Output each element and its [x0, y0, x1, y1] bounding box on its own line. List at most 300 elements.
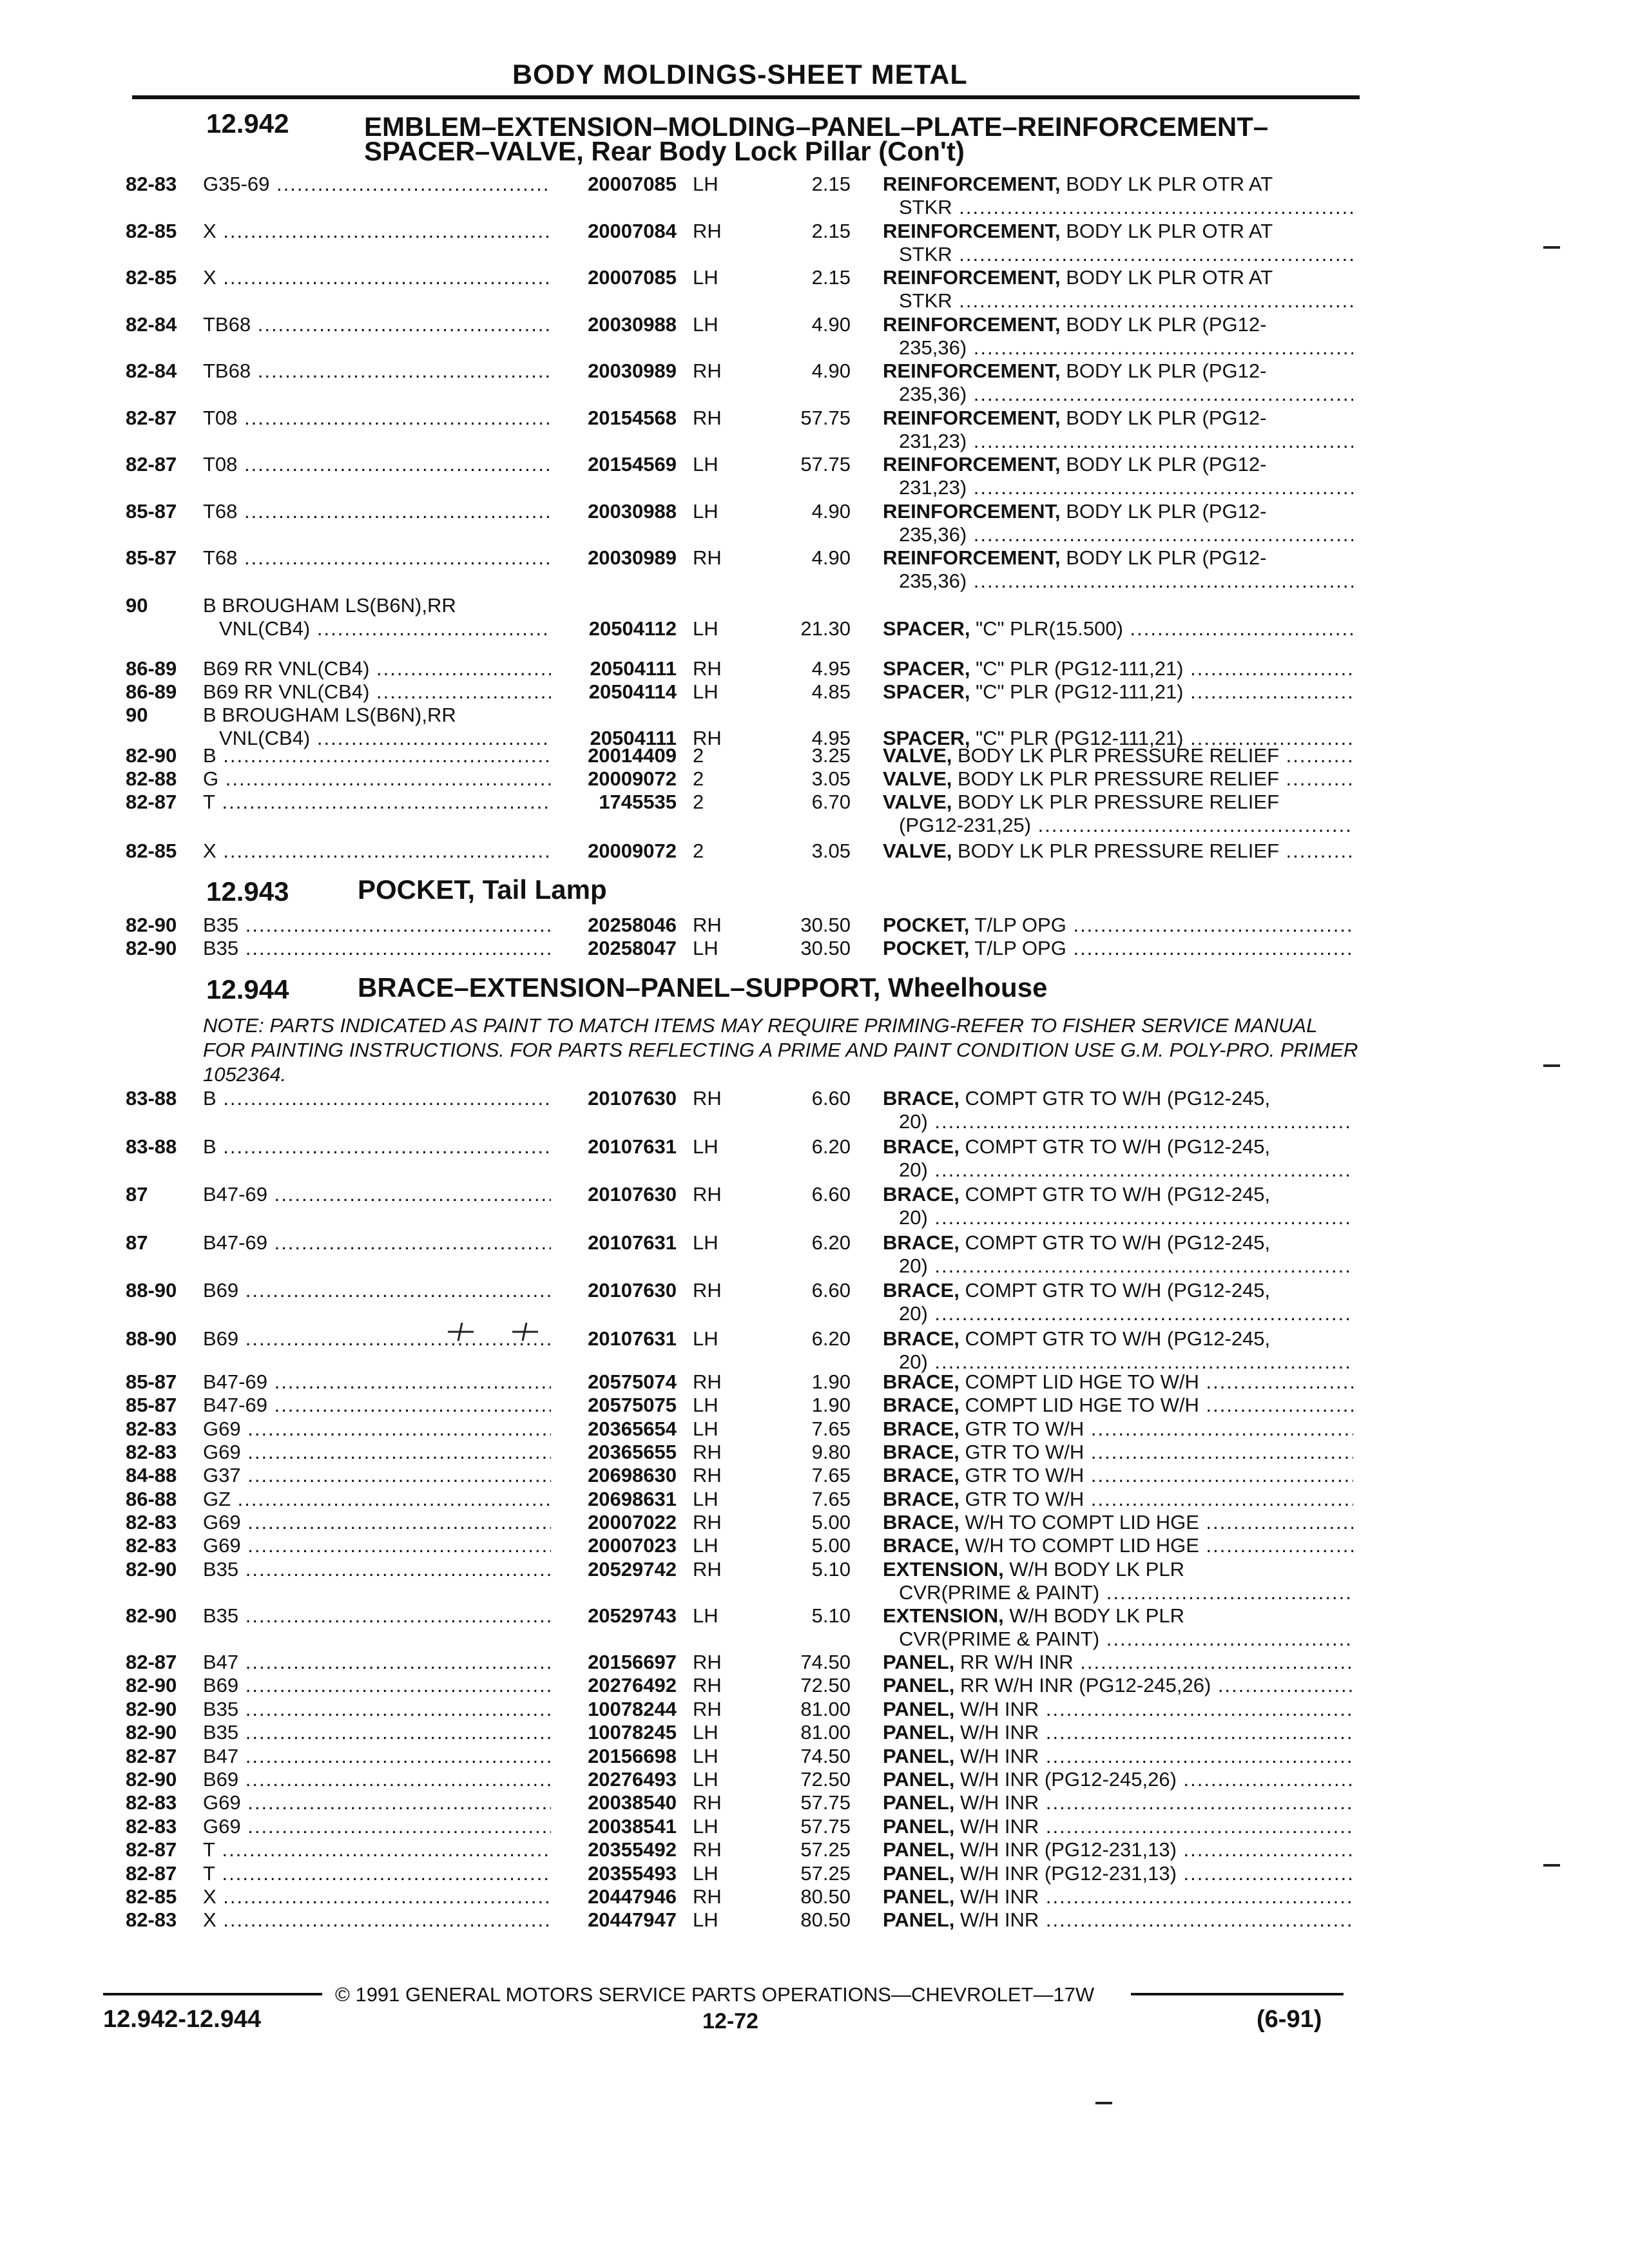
- part-number: 10078244: [588, 1697, 677, 1720]
- description-text: BODY LK PLR PRESSURE RELIEF: [952, 840, 1280, 862]
- description: [883, 617, 1353, 640]
- quantity-side: RH: [693, 1791, 722, 1814]
- part-number: 20365654: [588, 1417, 677, 1440]
- section-title: BRACE–EXTENSION–PANEL–SUPPORT, Wheelhouse: [358, 972, 1048, 1003]
- model-code-text: T .....: [203, 791, 551, 814]
- quantity-side: LH: [693, 1814, 718, 1838]
- description-cont: STKR .....: [883, 196, 1353, 219]
- quantity-side: LH: [693, 680, 718, 703]
- model-years: 83-88: [126, 1087, 177, 1110]
- description-text: BODY LK PLR (PG12-: [1060, 546, 1267, 569]
- model-code-text: T68 .....: [203, 500, 551, 523]
- quantity-side: RH: [693, 1697, 722, 1720]
- model-years: 82-83: [126, 1791, 177, 1814]
- description: [883, 840, 1353, 863]
- price: 80.50: [800, 1908, 851, 1932]
- model-code-text: B .....: [203, 744, 551, 767]
- model-code: [203, 1674, 551, 1697]
- description-text: COMPT LID HGE TO W/H: [959, 1370, 1199, 1393]
- quantity-side: RH: [693, 657, 722, 680]
- description-head: PANEL,: [883, 1744, 955, 1767]
- model-years: 82-90: [126, 1674, 177, 1697]
- quantity-side: LH: [693, 173, 718, 195]
- description-head: REINFORCEMENT,: [883, 219, 1061, 242]
- description-text: COMPT GTR TO W/H (PG12-245,: [959, 1327, 1271, 1350]
- model-years: 87: [126, 1231, 148, 1254]
- quantity-side: LH: [693, 1417, 718, 1440]
- description-text: W/H INR (PG12-231,13): [954, 1838, 1177, 1861]
- part-row: [0, 173, 1629, 219]
- model-code: [203, 744, 551, 767]
- description-line: [883, 1488, 1353, 1511]
- price: 30.50: [800, 914, 851, 936]
- price: 6.20: [811, 1231, 851, 1254]
- description-cont: 235,36) .....: [883, 336, 1353, 360]
- quantity-side: LH: [693, 1744, 718, 1767]
- part-number: 20355492: [588, 1838, 677, 1861]
- model-code: [203, 1370, 551, 1394]
- description: [883, 1534, 1353, 1557]
- model-years: 87: [126, 1183, 148, 1206]
- price: 1.90: [811, 1370, 851, 1393]
- model-code-text: B69 .....: [203, 1279, 551, 1302]
- part-row: [0, 1135, 1629, 1182]
- model-years: 82-83: [126, 1534, 177, 1557]
- price: 6.60: [811, 1087, 851, 1110]
- description-cont: 20) .....: [883, 1110, 1353, 1133]
- description-line: [883, 1862, 1353, 1885]
- description: [883, 1464, 1353, 1487]
- part-number: 20276493: [588, 1768, 677, 1791]
- model-code-text: B35 .....: [203, 1558, 551, 1581]
- model-code: [203, 937, 551, 960]
- description-head: EXTENSION,: [883, 1604, 1004, 1627]
- part-number: 20156698: [588, 1744, 677, 1767]
- model-code-text: B69 .....: [203, 1674, 551, 1697]
- description: [883, 1488, 1353, 1511]
- description: [883, 173, 1353, 219]
- description-line: [883, 791, 1353, 814]
- description-head: BRACE,: [883, 1231, 959, 1254]
- model-code: [203, 1815, 551, 1838]
- description: [883, 1511, 1353, 1534]
- model-years: 84-88: [126, 1464, 177, 1487]
- description-text: W/H INR: [954, 1885, 1039, 1908]
- part-number: 20529742: [588, 1558, 677, 1581]
- description-text: BODY LK PLR OTR AT: [1060, 219, 1273, 242]
- description-line: [883, 360, 1353, 383]
- quantity-side: 2: [693, 767, 704, 790]
- model-code-text: GZ .....: [203, 1488, 551, 1511]
- price: 4.90: [811, 546, 851, 569]
- quantity-side: RH: [693, 727, 722, 749]
- model-years: 82-90: [126, 937, 177, 959]
- model-code: [203, 767, 551, 791]
- page-title: BODY MOLDINGS-SHEET METAL: [512, 59, 968, 90]
- description-text: T/LP OPG: [969, 937, 1066, 959]
- model-years: 85-87: [126, 1394, 177, 1417]
- description-line: [883, 1394, 1353, 1417]
- description-text: W/H TO COMPT LID HGE: [959, 1510, 1199, 1533]
- part-number: 20107631: [588, 1327, 677, 1350]
- model-code: [203, 1885, 551, 1908]
- description-head: BRACE,: [883, 1440, 959, 1463]
- model-code: [203, 1604, 551, 1628]
- model-years: 82-85: [126, 266, 177, 289]
- part-number: 20365655: [588, 1440, 677, 1463]
- description-line: [883, 453, 1353, 476]
- description-text: W/H BODY LK PLR: [1003, 1558, 1184, 1581]
- description-text: "C" PLR (PG12-111,21): [970, 680, 1184, 703]
- margin-tick: [1095, 2102, 1112, 2104]
- quantity-side: LH: [693, 312, 718, 336]
- model-code: [203, 680, 551, 704]
- model-years: 86-88: [126, 1487, 177, 1510]
- price: 81.00: [800, 1697, 851, 1720]
- model-code: [203, 1441, 551, 1464]
- model-code: [203, 1135, 551, 1158]
- quantity-side: LH: [693, 617, 718, 640]
- model-code: [203, 840, 551, 863]
- description-line: [883, 266, 1353, 289]
- footer-rule-right: [1131, 1993, 1344, 1995]
- description-line: [883, 1838, 1353, 1861]
- description-head: REINFORCEMENT,: [883, 173, 1061, 195]
- part-row: [0, 1327, 1629, 1374]
- description: [883, 546, 1353, 593]
- price: 30.50: [800, 937, 851, 959]
- model-years: 82-90: [126, 1697, 177, 1720]
- part-row: [0, 1231, 1629, 1278]
- description: [883, 1745, 1353, 1768]
- model-years: 86-89: [126, 657, 177, 680]
- description-line: [883, 1791, 1353, 1814]
- description-line: [883, 220, 1353, 243]
- model-code-text: B BROUGHAM LS(B6N),RR: [203, 704, 456, 726]
- description-line: [883, 1279, 1353, 1302]
- description-line: [883, 1231, 1353, 1254]
- description: [883, 1862, 1353, 1885]
- model-code-text: X .....: [203, 1908, 551, 1932]
- model-code-text: B69 RR VNL(CB4) .....: [203, 657, 551, 680]
- model-years: 82-87: [126, 1861, 177, 1885]
- description-head: PANEL,: [883, 1721, 955, 1744]
- quantity-side: RH: [693, 546, 722, 569]
- quantity-side: LH: [693, 1487, 718, 1510]
- price: 74.50: [800, 1744, 851, 1767]
- model-code: [203, 1745, 551, 1768]
- description-line: [883, 546, 1353, 570]
- description-head: BRACE,: [883, 1394, 959, 1417]
- model-code-text: G69 .....: [203, 1815, 551, 1838]
- price: 57.25: [800, 1861, 851, 1885]
- description-head: REINFORCEMENT,: [883, 406, 1061, 429]
- description-line: [883, 1558, 1353, 1581]
- description-line: [883, 313, 1353, 336]
- description: [883, 791, 1353, 837]
- description-head: BRACE,: [883, 1279, 959, 1302]
- quantity-side: 2: [693, 840, 704, 862]
- model-years: 82-90: [126, 1768, 177, 1791]
- model-years: 82-83: [126, 1510, 177, 1533]
- price: 4.90: [811, 499, 851, 523]
- description: [883, 1327, 1353, 1374]
- description-line: [883, 1441, 1353, 1464]
- model-years: 82-87: [126, 1744, 177, 1767]
- model-years: 82-87: [126, 453, 177, 476]
- description-head: PANEL,: [883, 1908, 955, 1932]
- quantity-side: LH: [693, 266, 718, 289]
- description-cont: STKR .....: [883, 289, 1353, 312]
- quantity-side: 2: [693, 791, 704, 813]
- quantity-side: LH: [693, 1768, 718, 1791]
- model-code: [203, 1534, 551, 1557]
- description-text: T/LP OPG: [969, 914, 1066, 936]
- price: 4.90: [811, 312, 851, 336]
- part-number: 20009072: [588, 840, 677, 862]
- model-code-text: T08 .....: [203, 453, 551, 476]
- description-text: W/H INR: [954, 1697, 1039, 1720]
- model-years: 82-87: [126, 791, 177, 813]
- section-number: 12.942: [206, 108, 289, 139]
- price: 57.75: [800, 453, 851, 476]
- description: [883, 1674, 1353, 1697]
- model-code: [203, 266, 551, 289]
- description-text: BODY LK PLR (PG12-: [1060, 406, 1267, 429]
- description-head: REINFORCEMENT,: [883, 360, 1061, 382]
- part-number: 20355493: [588, 1861, 677, 1885]
- description-line: [883, 1815, 1353, 1838]
- model-code: [203, 407, 551, 430]
- price: 3.25: [811, 744, 851, 767]
- part-number: 20007085: [588, 173, 677, 195]
- description-head: PANEL,: [883, 1885, 955, 1908]
- part-row: [0, 791, 1629, 837]
- part-number: 20447946: [588, 1885, 677, 1908]
- part-number: 20258047: [588, 937, 677, 959]
- description: [883, 1721, 1353, 1744]
- description: [883, 1698, 1353, 1721]
- model-years: 88-90: [126, 1327, 177, 1350]
- description-head: PANEL,: [883, 1861, 955, 1885]
- description-line: [883, 1418, 1353, 1441]
- model-code-text: X .....: [203, 1885, 551, 1908]
- quantity-side: RH: [693, 1651, 722, 1673]
- model-code-text: T .....: [203, 1862, 551, 1885]
- description-line: [883, 1534, 1353, 1557]
- model-code: [203, 500, 551, 523]
- model-years: 82-83: [126, 1814, 177, 1838]
- description-cont: STKR .....: [883, 243, 1353, 266]
- description-text: BODY LK PLR OTR AT: [1060, 266, 1273, 289]
- part-number: 20107630: [588, 1279, 677, 1302]
- part-number: 20504112: [588, 617, 677, 640]
- quantity-side: RH: [693, 1558, 722, 1581]
- part-row: [0, 1604, 1629, 1651]
- description-cont: 20) .....: [883, 1206, 1353, 1229]
- footer-rule-left: [103, 1993, 322, 1995]
- price: 2.15: [811, 173, 851, 195]
- part-number: 20014409: [588, 744, 677, 767]
- section-number: 12.944: [206, 974, 289, 1004]
- section-number: 12.943: [206, 876, 289, 907]
- model-code: [203, 1768, 551, 1791]
- price: 57.75: [800, 406, 851, 429]
- description-text: COMPT GTR TO W/H (PG12-245,: [959, 1087, 1271, 1110]
- model-years: 86-89: [126, 680, 177, 703]
- description-text: W/H INR: [954, 1814, 1039, 1838]
- description-text: BODY LK PLR PRESSURE RELIEF: [952, 767, 1280, 790]
- model-years: 82-84: [126, 312, 177, 336]
- price: 6.60: [811, 1279, 851, 1302]
- model-code: [203, 1488, 551, 1511]
- model-code-text: TB68 .....: [203, 360, 551, 383]
- part-number: 20038541: [588, 1814, 677, 1838]
- model-code-text: B35 .....: [203, 937, 551, 960]
- part-row: [0, 704, 1629, 750]
- price: 74.50: [800, 1651, 851, 1673]
- footer-date: (6-91): [1257, 2006, 1322, 2033]
- description: [883, 680, 1353, 704]
- description-cont: 235,36) .....: [883, 570, 1353, 593]
- quantity-side: RH: [693, 914, 722, 936]
- description-text: BODY LK PLR PRESSURE RELIEF: [952, 744, 1280, 767]
- model-code: [203, 704, 551, 750]
- description-line: [883, 500, 1353, 523]
- description: [883, 453, 1353, 499]
- model-code-text: G37 .....: [203, 1464, 551, 1487]
- part-number: 20007022: [588, 1510, 677, 1533]
- description: [883, 937, 1353, 960]
- description-head: VALVE,: [883, 791, 952, 813]
- model-code-text: G35-69 .....: [203, 173, 551, 196]
- description-line: [883, 1327, 1353, 1350]
- description: [883, 1791, 1353, 1814]
- model-code-text: B BROUGHAM LS(B6N),RR: [203, 594, 456, 617]
- price: 4.85: [811, 680, 851, 703]
- model-code: [203, 1862, 551, 1885]
- description-line: [883, 173, 1353, 196]
- model-years: 82-85: [126, 219, 177, 242]
- part-row: [0, 220, 1629, 266]
- price: 81.00: [800, 1721, 851, 1744]
- price: 4.95: [811, 727, 851, 749]
- part-number: 20007023: [588, 1534, 677, 1557]
- description-text: "C" PLR (PG12-111,21): [970, 727, 1184, 749]
- model-code-text: B47-69 .....: [203, 1231, 551, 1254]
- price: 80.50: [800, 1885, 851, 1908]
- part-number: 20007085: [588, 266, 677, 289]
- description-line: [883, 1908, 1353, 1932]
- description-head: PANEL,: [883, 1674, 955, 1697]
- description-line: [883, 840, 1353, 863]
- part-number: 20107630: [588, 1183, 677, 1206]
- description-line: [883, 1087, 1353, 1110]
- model-code-text: B69 .....: [203, 1327, 551, 1350]
- description-head: BRACE,: [883, 1327, 959, 1350]
- description-head: BRACE,: [883, 1087, 959, 1110]
- model-code-text: G69 .....: [203, 1441, 551, 1464]
- part-number: 20504111: [590, 657, 677, 680]
- description: [883, 767, 1353, 791]
- description-head: BRACE,: [883, 1135, 959, 1158]
- part-row: [0, 1908, 1629, 1955]
- price: 57.75: [800, 1814, 851, 1838]
- model-years: 82-90: [126, 744, 177, 767]
- model-years: 90: [126, 594, 148, 617]
- model-code-text: B47-69 .....: [203, 1183, 551, 1206]
- part-number: 10078245: [588, 1721, 677, 1744]
- price: 6.70: [811, 791, 851, 813]
- description-text: W/H INR: [954, 1791, 1039, 1814]
- part-number: 20698631: [588, 1487, 677, 1510]
- part-number: 20156697: [588, 1651, 677, 1673]
- part-number: 20030989: [588, 546, 677, 569]
- description-line: [883, 767, 1353, 791]
- part-row: [0, 500, 1629, 546]
- description-text: GTR TO W/H: [959, 1487, 1084, 1510]
- description-line: [883, 407, 1353, 430]
- painting-note: NOTE: PARTS INDICATED AS PAINT TO MATCH ITEMS MAY REQUIRE PRIMING-REFER TO FISHER SERVICE MANUAL FOR PAINTING INSTRUCTIONS. FOR PARTS REFLECTING A PRIME AND PAINT CONDITION USE G.M. POLY-PRO. PRIMER 1052364.: [203, 1014, 1358, 1086]
- model-code-text: G69 .....: [203, 1791, 551, 1814]
- model-years: 82-87: [126, 1838, 177, 1861]
- margin-tick: [1543, 246, 1560, 249]
- description-cont: 20) .....: [883, 1158, 1353, 1182]
- description-text: W/H INR (PG12-245,26): [954, 1768, 1177, 1791]
- description-line: [883, 1768, 1353, 1791]
- part-number: 20038540: [588, 1791, 677, 1814]
- quantity-side: RH: [693, 360, 722, 382]
- margin-tick: [1543, 1064, 1560, 1067]
- price: 57.25: [800, 1838, 851, 1861]
- part-number: 20107630: [588, 1087, 677, 1110]
- description-line: [883, 937, 1353, 960]
- model-code: [203, 1651, 551, 1674]
- part-number: 20107631: [588, 1135, 677, 1158]
- description-text: W/H INR: [954, 1744, 1039, 1767]
- description: [883, 1370, 1353, 1394]
- quantity-side: LH: [693, 1394, 718, 1417]
- model-code-text: B69 .....: [203, 1768, 551, 1791]
- description-line: [883, 1370, 1353, 1394]
- part-row: [0, 266, 1629, 312]
- quantity-side: LH: [693, 1908, 718, 1932]
- model-code: [203, 173, 551, 196]
- model-years: 82-90: [126, 1558, 177, 1581]
- description-text: BODY LK PLR (PG12-: [1060, 312, 1267, 336]
- description-line: [883, 1464, 1353, 1487]
- description-head: SPACER,: [883, 680, 970, 703]
- price: 21.30: [800, 617, 851, 640]
- description-text: BODY LK PLR (PG12-: [1060, 499, 1267, 523]
- description: [883, 1768, 1353, 1791]
- model-code-text: G69 .....: [203, 1511, 551, 1534]
- model-years: 82-85: [126, 840, 177, 862]
- description-cont: 20) .....: [883, 1350, 1353, 1374]
- description: [883, 1394, 1353, 1417]
- model-code: [203, 791, 551, 814]
- part-number: 20154568: [588, 406, 677, 429]
- part-number: 20575074: [588, 1370, 677, 1393]
- description-head: BRACE,: [883, 1487, 959, 1510]
- description-line: [883, 617, 1353, 640]
- model-code-text: G69 .....: [203, 1418, 551, 1441]
- part-row: [0, 594, 1629, 640]
- description-head: PANEL,: [883, 1697, 955, 1720]
- quantity-side: LH: [693, 937, 718, 959]
- description: [883, 220, 1353, 266]
- price: 6.60: [811, 1183, 851, 1206]
